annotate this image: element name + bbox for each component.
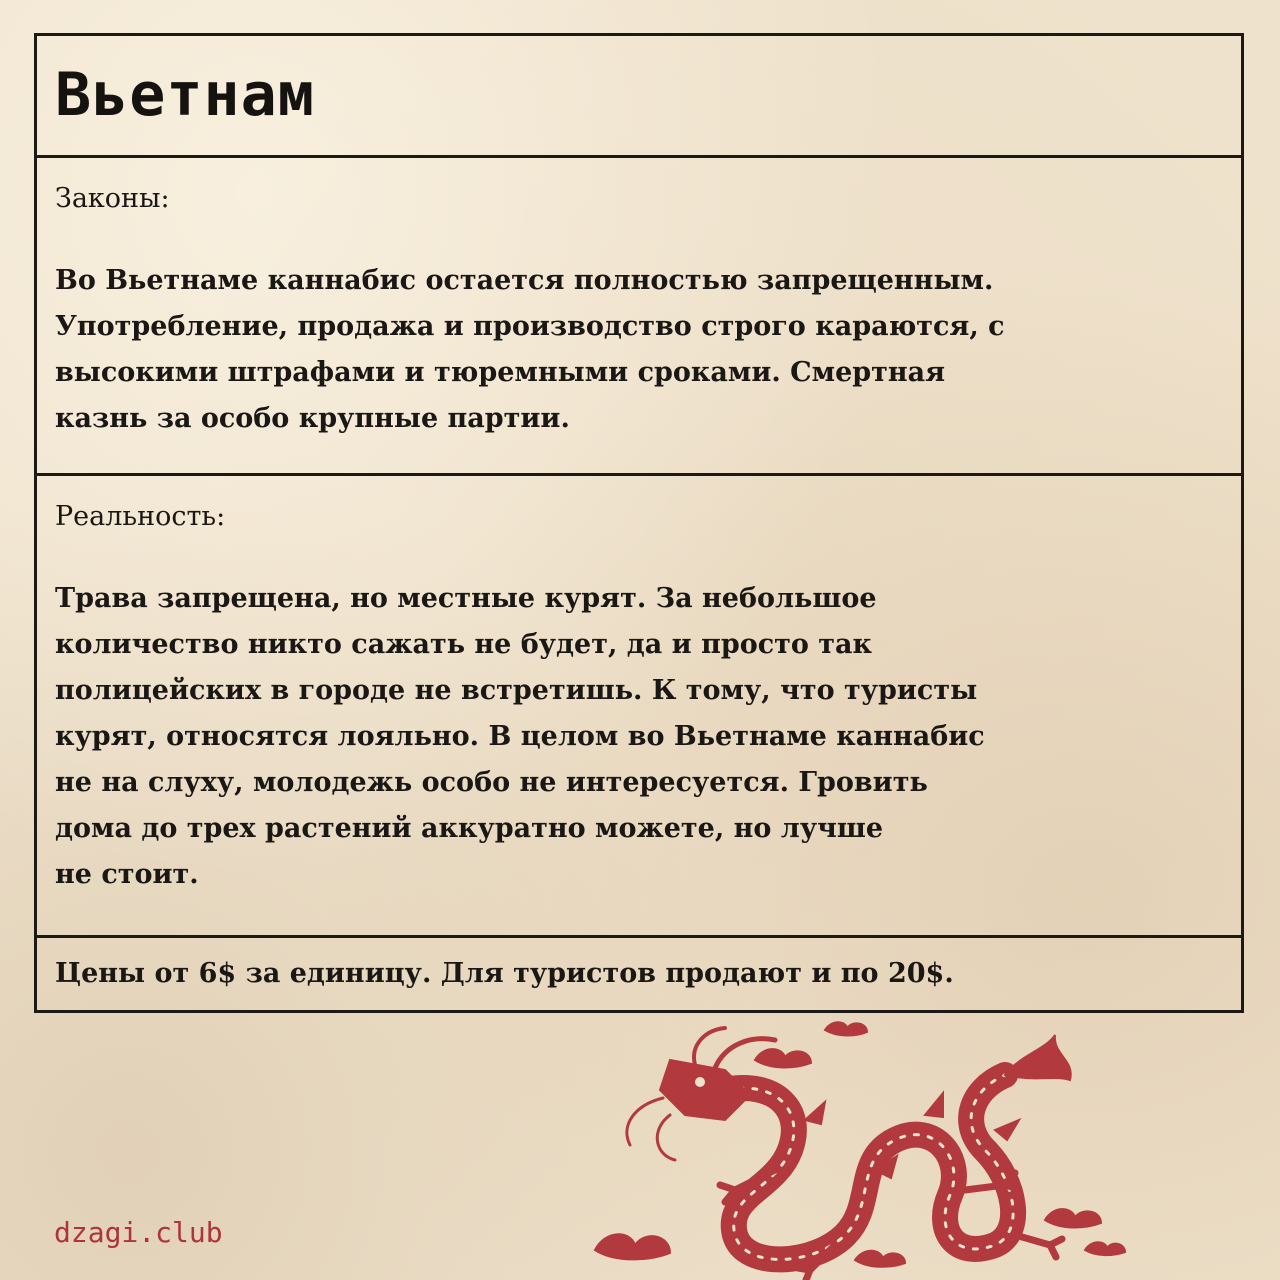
reality-section: [37, 476, 1241, 938]
dragon-icon: [575, 1020, 1135, 1280]
laws-label: Законы:: [55, 183, 170, 214]
reality-label: Реальность:: [55, 501, 226, 532]
laws-section: [37, 158, 1241, 476]
laws-text: Во Вьетнаме каннабис остается полностью запрещенным. Употребление, продажа и производство строго караются, с высокими штрафами и тюремными сроками. Смертная казнь за особо крупные партии.: [55, 265, 1005, 434]
title-row: [37, 36, 1241, 158]
prices-text: Цены от 6$ за единицу. Для туристов продают и по 20$.: [55, 957, 954, 989]
prices-section: [37, 938, 1241, 1010]
reality-text: Трава запрещена, но местные курят. За небольшое количество никто сажать не будет, да и просто так полицейских в городе не встретишь. К тому, что туристы курят, относятся лояльно. В целом во Вьетнаме каннабис не на слуху, молодежь особо не интересуется. Гровить дома до трех растений аккуратно можете, но лучше не стоит.: [55, 583, 985, 890]
site-link[interactable]: dzagi.club: [54, 1216, 223, 1249]
page-title: Вьетнам: [55, 59, 315, 130]
info-card: [34, 33, 1244, 1013]
